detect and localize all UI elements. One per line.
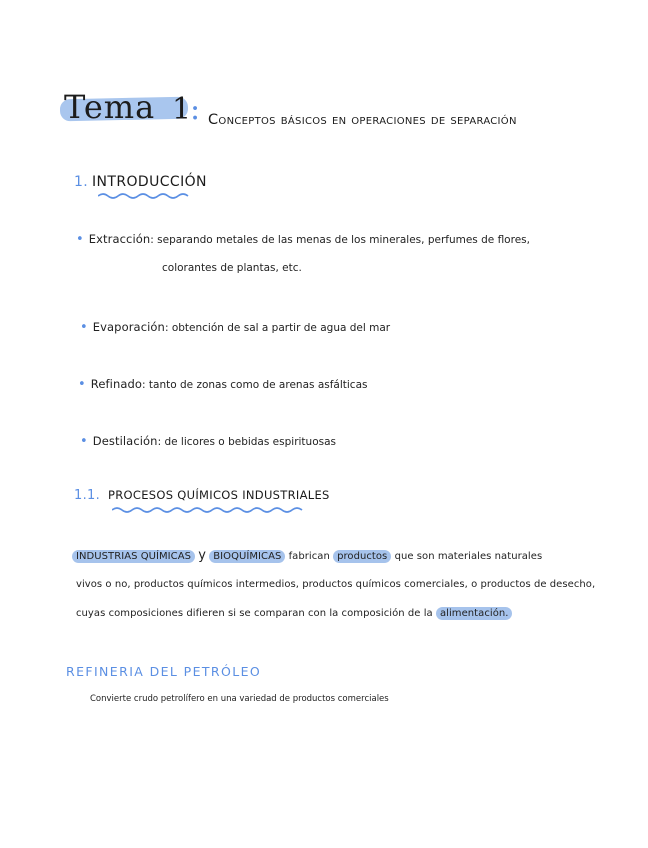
text-line3: cuyas composiciones difieren si se comparan con la composición de la xyxy=(76,608,433,619)
bullet-icon: • xyxy=(80,320,88,335)
bullet-term: Extracción xyxy=(88,232,151,246)
section-number: 1. xyxy=(74,174,89,190)
title-number: 1 xyxy=(172,92,192,127)
paragraph-line-2: vivos o no, productos químicos intermedios, productos químicos comerciales, o productos de desecho, xyxy=(76,579,596,590)
heading-underline-squiggle xyxy=(98,192,190,200)
text-fabrican: fabrican xyxy=(288,551,330,562)
paragraph-line-1 xyxy=(72,548,542,563)
bullet-term: Destilación xyxy=(92,434,158,448)
highlight-bioquimicas: BIOQUÍMICAS xyxy=(209,550,285,563)
highlight-industrias: INDUSTRIAS QUÍMICAS xyxy=(72,550,195,563)
bullet-text: : tanto de zonas como de arenas asfálticas xyxy=(142,379,368,391)
bullet-text: : separando metales de las menas de los minerales, perfumes de flores, xyxy=(150,234,530,246)
bullet-continuation: colorantes de plantas, etc. xyxy=(162,262,302,274)
connector-y: y xyxy=(198,548,206,563)
list-item xyxy=(80,316,390,335)
highlight-productos: productos xyxy=(333,550,391,563)
list-item xyxy=(80,430,336,449)
subsection-number: 1.1. xyxy=(74,488,101,503)
title-colon: : xyxy=(190,92,201,127)
section-heading: INTRODUCCIÓN xyxy=(92,174,207,190)
list-item xyxy=(76,228,530,247)
text-rest: que son materiales naturales xyxy=(394,551,543,562)
subheading-underline-squiggle xyxy=(112,506,304,514)
list-item xyxy=(78,373,367,392)
bullet-icon: • xyxy=(76,232,84,247)
subsection-heading: PROCESOS QUÍMICOS INDUSTRIALES xyxy=(108,488,330,502)
bullet-icon: • xyxy=(78,377,86,392)
bullet-term: Refinado xyxy=(90,377,143,391)
bullet-text: : obtención de sal a partir de agua del mar xyxy=(164,322,391,334)
page-title: Conceptos básicos en operaciones de separación xyxy=(208,112,517,128)
bullet-text: : de licores o bebidas espirituosas xyxy=(157,436,336,448)
paragraph-line-3 xyxy=(76,608,512,619)
highlight-alimentacion: alimentación. xyxy=(436,607,513,620)
bullet-term: Evaporación xyxy=(92,320,165,334)
refineria-heading: REFINERIA DEL PETRÓLEO xyxy=(66,664,262,679)
refineria-text: Convierte crudo petrolífero en una variedad de productos comerciales xyxy=(90,694,389,704)
bullet-icon: • xyxy=(80,434,88,449)
title-word: Tema xyxy=(64,88,156,126)
